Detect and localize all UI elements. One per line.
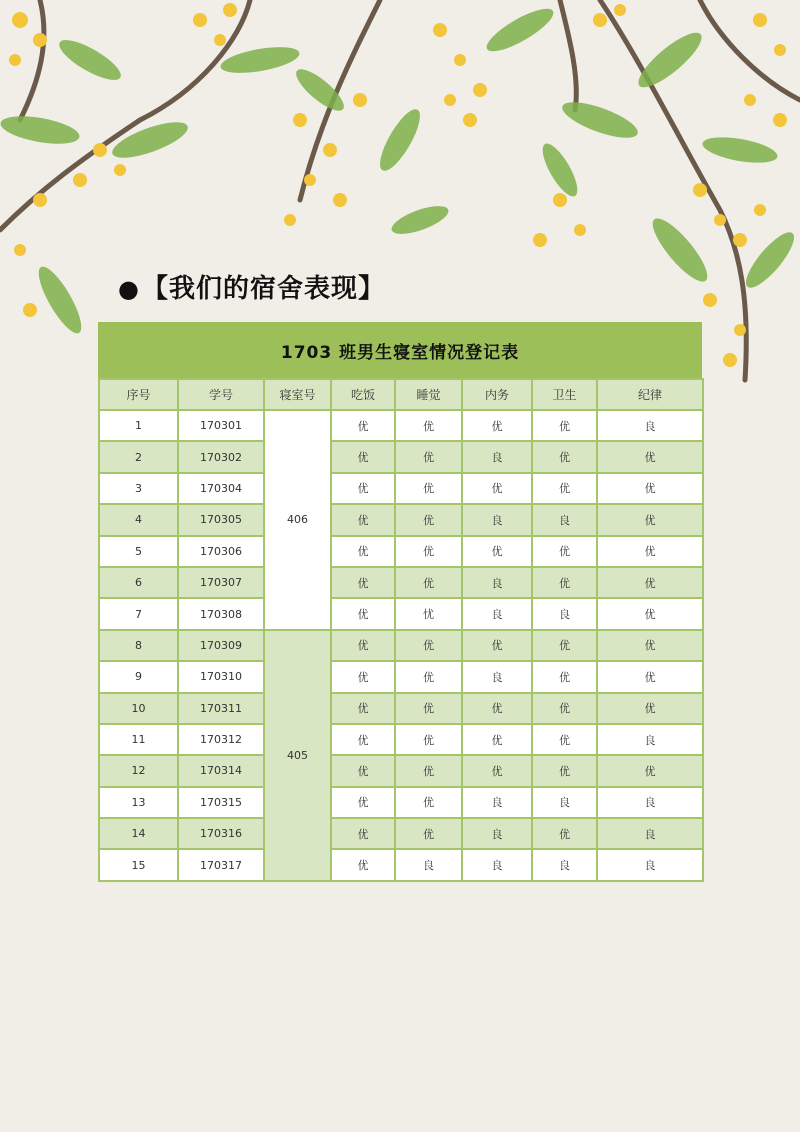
meal-cell: 优 — [331, 504, 395, 535]
row-number-cell: 2 — [99, 441, 178, 472]
sleep-cell: 优 — [395, 630, 462, 661]
table-row — [99, 630, 703, 661]
row-number-cell: 3 — [99, 473, 178, 504]
table-row — [99, 441, 703, 472]
student-id-cell: 170308 — [178, 598, 264, 629]
student-id-cell: 170304 — [178, 473, 264, 504]
row-number-cell: 11 — [99, 724, 178, 755]
meal-cell: 优 — [331, 818, 395, 849]
bullet-icon: ● — [118, 274, 140, 303]
discipline-cell: 良 — [597, 787, 703, 818]
student-id-cell: 170316 — [178, 818, 264, 849]
discipline-cell: 优 — [597, 536, 703, 567]
col-header: 内务 — [462, 379, 532, 410]
discipline-cell: 优 — [597, 441, 703, 472]
student-id-cell: 170317 — [178, 849, 264, 880]
housekeeping-cell: 良 — [462, 849, 532, 880]
table-row — [99, 849, 703, 880]
hygiene-cell: 优 — [532, 473, 597, 504]
table-row — [99, 755, 703, 786]
hygiene-cell: 良 — [532, 598, 597, 629]
housekeeping-cell: 优 — [462, 724, 532, 755]
meal-cell: 优 — [331, 630, 395, 661]
meal-cell: 优 — [331, 693, 395, 724]
header-row — [99, 379, 703, 410]
housekeeping-cell: 优 — [462, 755, 532, 786]
table-row — [99, 410, 703, 441]
discipline-cell: 优 — [597, 598, 703, 629]
discipline-cell: 优 — [597, 630, 703, 661]
meal-cell: 优 — [331, 473, 395, 504]
sleep-cell: 良 — [395, 849, 462, 880]
hygiene-cell: 优 — [532, 410, 597, 441]
sleep-cell: 优 — [395, 441, 462, 472]
heading-text: 【我们的宿舍表现】 — [141, 274, 385, 304]
discipline-cell: 良 — [597, 818, 703, 849]
student-id-cell: 170315 — [178, 787, 264, 818]
housekeeping-cell: 良 — [462, 787, 532, 818]
student-id-cell: 170314 — [178, 755, 264, 786]
discipline-cell: 优 — [597, 755, 703, 786]
sleep-cell: 优 — [395, 693, 462, 724]
discipline-cell: 优 — [597, 693, 703, 724]
hygiene-cell: 优 — [532, 818, 597, 849]
hygiene-cell: 优 — [532, 661, 597, 692]
discipline-cell: 良 — [597, 724, 703, 755]
table-row — [99, 787, 703, 818]
sleep-cell: 优 — [395, 536, 462, 567]
table-row — [99, 598, 703, 629]
table-row — [99, 473, 703, 504]
hygiene-cell: 优 — [532, 755, 597, 786]
dorm-record-table — [98, 322, 702, 882]
col-header: 纪律 — [597, 379, 703, 410]
section-heading — [118, 268, 385, 305]
table-row — [99, 567, 703, 598]
housekeeping-cell: 优 — [462, 630, 532, 661]
row-number-cell: 8 — [99, 630, 178, 661]
row-number-cell: 6 — [99, 567, 178, 598]
sleep-cell: 优 — [395, 755, 462, 786]
row-number-cell: 14 — [99, 818, 178, 849]
meal-cell: 优 — [331, 598, 395, 629]
meal-cell: 优 — [331, 441, 395, 472]
hygiene-cell: 优 — [532, 536, 597, 567]
meal-cell: 优 — [331, 787, 395, 818]
table-row — [99, 504, 703, 535]
housekeeping-cell: 良 — [462, 598, 532, 629]
table-row — [99, 724, 703, 755]
meal-cell: 优 — [331, 567, 395, 598]
hygiene-cell: 优 — [532, 441, 597, 472]
housekeeping-cell: 良 — [462, 504, 532, 535]
sleep-cell: 优 — [395, 818, 462, 849]
housekeeping-cell: 良 — [462, 567, 532, 598]
housekeeping-cell: 优 — [462, 693, 532, 724]
meal-cell: 优 — [331, 849, 395, 880]
meal-cell: 优 — [331, 410, 395, 441]
col-header: 序号 — [99, 379, 178, 410]
student-id-cell: 170306 — [178, 536, 264, 567]
room-number-cell: 406 — [264, 410, 331, 630]
hygiene-cell: 优 — [532, 693, 597, 724]
row-number-cell: 15 — [99, 849, 178, 880]
sleep-cell: 优 — [395, 661, 462, 692]
row-number-cell: 7 — [99, 598, 178, 629]
col-header: 学号 — [178, 379, 264, 410]
table-row — [99, 661, 703, 692]
col-header: 吃饭 — [331, 379, 395, 410]
sleep-cell: 优 — [395, 473, 462, 504]
row-number-cell: 5 — [99, 536, 178, 567]
sleep-cell: 优 — [395, 567, 462, 598]
discipline-cell: 良 — [597, 849, 703, 880]
col-header: 睡觉 — [395, 379, 462, 410]
student-id-cell: 170301 — [178, 410, 264, 441]
discipline-cell: 优 — [597, 504, 703, 535]
hygiene-cell: 良 — [532, 849, 597, 880]
sleep-cell: 优 — [395, 724, 462, 755]
table-row — [99, 818, 703, 849]
meal-cell: 优 — [331, 661, 395, 692]
student-id-cell: 170305 — [178, 504, 264, 535]
discipline-cell: 优 — [597, 473, 703, 504]
row-number-cell: 4 — [99, 504, 178, 535]
row-number-cell: 1 — [99, 410, 178, 441]
hygiene-cell: 优 — [532, 630, 597, 661]
row-number-cell: 13 — [99, 787, 178, 818]
meal-cell: 优 — [331, 724, 395, 755]
housekeeping-cell: 良 — [462, 818, 532, 849]
student-id-cell: 170311 — [178, 693, 264, 724]
row-number-cell: 10 — [99, 693, 178, 724]
room-number-cell: 405 — [264, 630, 331, 881]
housekeeping-cell: 优 — [462, 410, 532, 441]
hygiene-cell: 优 — [532, 567, 597, 598]
sleep-cell: 优 — [395, 410, 462, 441]
hygiene-cell: 良 — [532, 787, 597, 818]
student-id-cell: 170307 — [178, 567, 264, 598]
sleep-cell: 优 — [395, 787, 462, 818]
student-id-cell: 170309 — [178, 630, 264, 661]
table-row — [99, 536, 703, 567]
sleep-cell: 忧 — [395, 598, 462, 629]
discipline-cell: 优 — [597, 567, 703, 598]
hygiene-cell: 良 — [532, 504, 597, 535]
hygiene-cell: 优 — [532, 724, 597, 755]
col-header: 寝室号 — [264, 379, 331, 410]
discipline-cell: 良 — [597, 410, 703, 441]
table-title: 1703 班男生寝室情况登记表 — [98, 322, 702, 378]
col-header: 卫生 — [532, 379, 597, 410]
meal-cell: 优 — [331, 536, 395, 567]
housekeeping-cell: 良 — [462, 441, 532, 472]
student-id-cell: 170302 — [178, 441, 264, 472]
housekeeping-cell: 优 — [462, 473, 532, 504]
housekeeping-cell: 优 — [462, 536, 532, 567]
student-id-cell: 170310 — [178, 661, 264, 692]
housekeeping-cell: 良 — [462, 661, 532, 692]
student-id-cell: 170312 — [178, 724, 264, 755]
table-row — [99, 693, 703, 724]
meal-cell: 优 — [331, 755, 395, 786]
discipline-cell: 优 — [597, 661, 703, 692]
row-number-cell: 9 — [99, 661, 178, 692]
sleep-cell: 优 — [395, 504, 462, 535]
row-number-cell: 12 — [99, 755, 178, 786]
